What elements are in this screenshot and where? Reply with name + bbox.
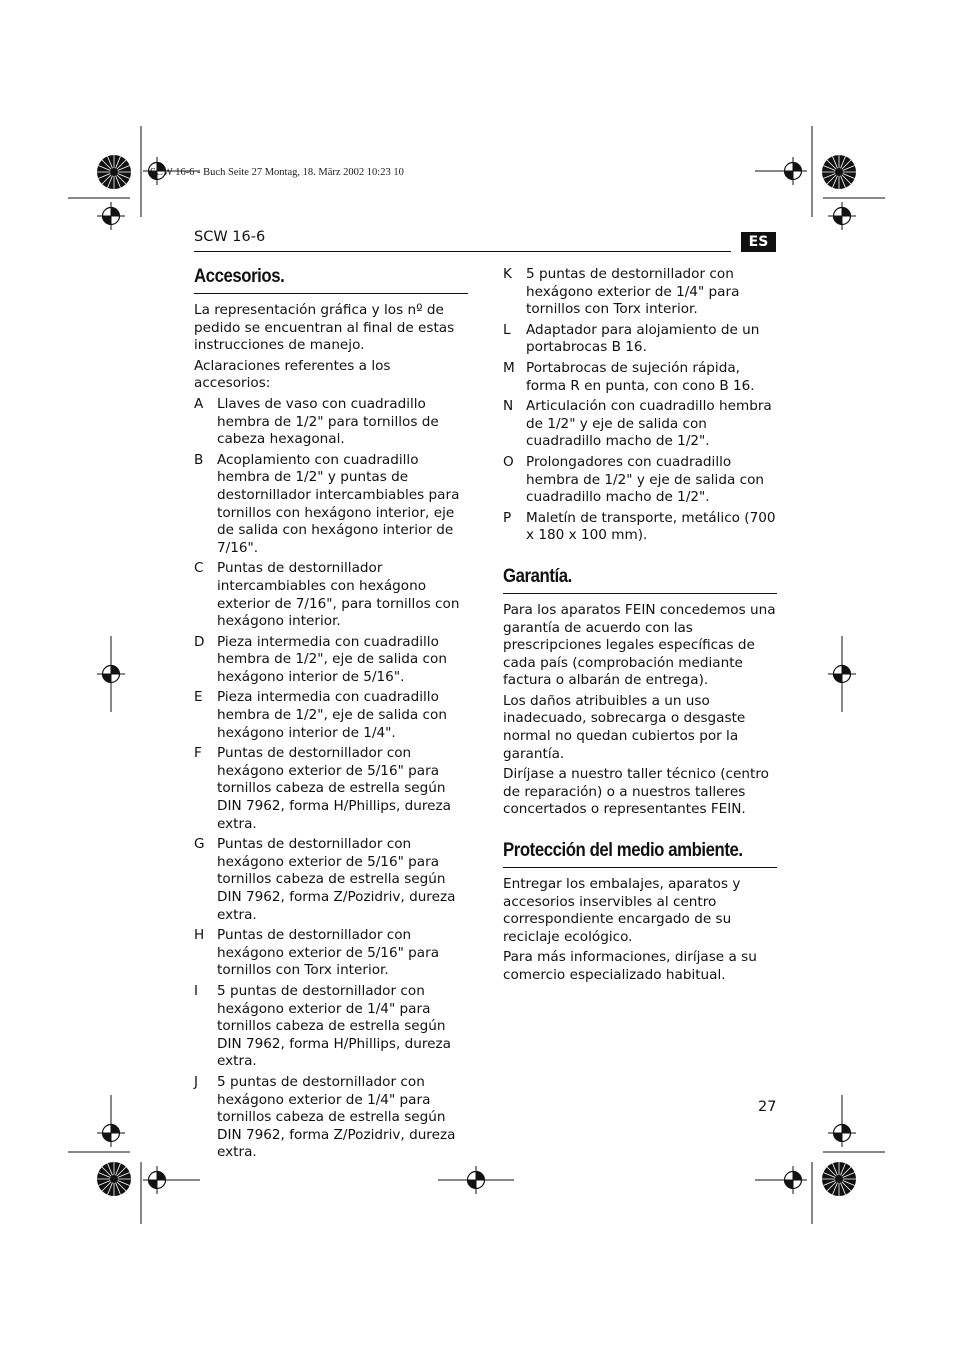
accessory-item-g: G Puntas de destornillador con hexágono exterior de 5/16" para tornillos cabeza de estrella según DIN 7962, forma Z/Pozidriv, dureza extra.: [194, 836, 456, 923]
section-title-medio-ambiente: Protección del medio ambiente.: [503, 839, 743, 862]
accessory-item-i: I 5 puntas de destornillador con hexágono exterior de 1/4" para tornillos cabeza de estrella según DIN 7962, forma H/Phillips, dureza extra.: [194, 982, 451, 1070]
accessory-item-l: L Adaptador para alojamiento de un portabrocas B 16.: [503, 321, 760, 356]
accessory-item-a: A Llaves de vaso con cuadradillo hembra de 1/2" para tornillos de cabeza hexagonal.: [194, 395, 439, 448]
section-title-accesorios: Accesorios.: [194, 265, 285, 287]
header-rule: [194, 251, 731, 252]
right-column: [503, 266, 777, 988]
header-model: SCW 16-6: [194, 229, 266, 245]
language-badge: ES: [741, 232, 776, 252]
accessory-item-n: N Articulación con cuadradillo hembra de 1/2" y eje de salida con cuadradillo macho de 1/2".: [503, 398, 772, 450]
garantia-paragraph: Diríjase a nuestro taller técnico (centro de reparación) o a nuestros talleres concertados o representantes FEIN.: [503, 766, 769, 818]
garantia-paragraph: Los daños atribuibles a un uso inadecuado, sobrecarga o desgaste normal no quedan cubiertos por la garantía.: [503, 692, 746, 762]
page-number: 27: [758, 1099, 777, 1115]
left-column: [194, 262, 468, 1165]
section-rule: [503, 867, 777, 868]
print-slug: SCW 16-6 - Buch Seite 27 Montag, 18. März 2002 10:23 10: [150, 167, 404, 178]
accessory-item-j: J 5 puntas de destornillador con hexágono exterior de 1/4" para tornillos cabeza de estrella según DIN 7962, forma Z/Pozidriv, dureza extra.: [194, 1073, 456, 1161]
medio-ambiente-paragraph: Entregar los embalajes, aparatos y accesorios inservibles al centro correspondiente encargado de su reciclaje ecológico.: [503, 876, 741, 945]
accessory-item-d: D Pieza intermedia con cuadradillo hembra de 1/2", eje de salida con hexágono interior de 5/16".: [194, 633, 447, 685]
accessory-item-h: H Puntas de destornillador con hexágono exterior de 5/16" para tornillos con Torx interior.: [194, 927, 440, 979]
accessory-item-o: O Prolongadores con cuadradillo hembra de 1/2" y eje de salida con cuadradillo macho de 1/2".: [503, 453, 765, 506]
intro-paragraph: Aclaraciones referentes a los accesorios:: [194, 357, 391, 392]
section-title-garantia: Garantía.: [503, 564, 572, 587]
accessory-item-f: F Puntas de destornillador con hexágono exterior de 5/16" para tornillos cabeza de estrella según DIN 7962, forma H/Phillips, dureza extra.: [194, 745, 451, 832]
section-rule: [503, 593, 777, 594]
accessory-item-m: M Portabrocas de sujeción rápida, forma R en punta, con cono B 16.: [503, 359, 755, 394]
accessory-item-b: B Acoplamiento con cuadradillo hembra de 1/2" y puntas de destornillador intercambiables para tornillos con hexágono interior, eje de salida con hexágono interior de 7/16".: [194, 451, 460, 556]
accessory-item-k: K 5 puntas de destornillador con hexágono exterior de 1/4" para tornillos con Torx interior.: [503, 266, 740, 318]
medio-ambiente-paragraph: Para más informaciones, diríjase a su comercio especializado habitual.: [503, 949, 757, 983]
accessory-item-e: E Pieza intermedia con cuadradillo hembra de 1/2", eje de salida con hexágono interior de 1/4".: [194, 689, 447, 741]
accessory-item-p: P Maletín de transporte, metálico (700 x 180 x 100 mm).: [503, 509, 776, 544]
garantia-paragraph: Para los aparatos FEIN concedemos una garantía de acuerdo con las prescripciones legales específicas de cada país (comprobación mediante factura o albarán de entrega).: [503, 601, 776, 689]
intro-paragraph: La representación gráfica y los nº de pedido se encuentran al final de estas instrucciones de manejo.: [194, 302, 455, 354]
section-rule: [194, 293, 468, 294]
accessory-item-c: C Puntas de destornillador intercambiables con hexágono exterior de 7/16", para tornillos con hexágono interior.: [194, 560, 460, 630]
